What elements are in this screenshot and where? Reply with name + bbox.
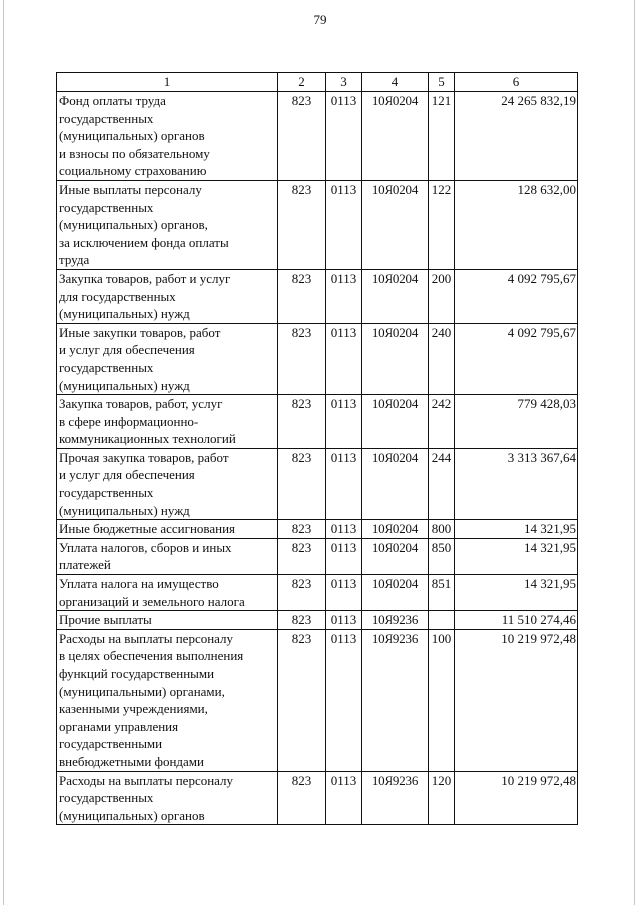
row-expense-type: 121 — [429, 92, 455, 181]
row-section-code: 0113 — [326, 771, 362, 825]
row-ministry-code: 823 — [278, 395, 326, 449]
row-target-code: 10Я0204 — [362, 448, 429, 519]
row-section-code: 0113 — [326, 92, 362, 181]
scan-edge-right — [634, 0, 635, 905]
table-row — [57, 629, 578, 771]
row-section-code: 0113 — [326, 538, 362, 574]
row-target-code: 10Я9236 — [362, 629, 429, 771]
row-name-line: коммуникационных технологий — [59, 431, 236, 447]
header-col-6: 6 — [455, 73, 578, 92]
row-ministry-code: 823 — [278, 180, 326, 269]
header-row — [57, 73, 578, 92]
table-row — [57, 180, 578, 269]
row-name-line: Закупка товаров, работ, услуг — [59, 396, 223, 412]
row-name-line: государственными — [59, 736, 163, 752]
row-ministry-code: 823 — [278, 323, 326, 394]
row-name-line: Иные выплаты персоналу — [59, 181, 202, 197]
row-amount: 10 219 972,48 — [455, 771, 578, 825]
row-name-line: государственных — [59, 199, 154, 215]
row-expense-type: 800 — [429, 520, 455, 539]
row-target-code: 10Я0204 — [362, 269, 429, 323]
row-name-line: труда — [59, 252, 90, 268]
row-ministry-code: 823 — [278, 611, 326, 630]
row-name-line: государственных — [59, 359, 154, 375]
row-section-code: 0113 — [326, 395, 362, 449]
row-name-cell — [57, 180, 278, 269]
row-name-line: и взносы по обязательному — [59, 145, 210, 161]
row-amount: 24 265 832,19 — [455, 92, 578, 181]
row-target-code: 10Я0204 — [362, 323, 429, 394]
row-name-cell — [57, 520, 278, 539]
table-row — [57, 520, 578, 539]
scan-edge-left — [3, 0, 4, 905]
row-name-line: государственных — [59, 110, 154, 126]
row-name-line: в сфере информационно- — [59, 413, 199, 429]
row-expense-type: 244 — [429, 448, 455, 519]
table-row — [57, 92, 578, 181]
row-target-code: 10Я0204 — [362, 180, 429, 269]
row-expense-type: 200 — [429, 269, 455, 323]
table-row — [57, 395, 578, 449]
row-target-code: 10Я9236 — [362, 771, 429, 825]
row-section-code: 0113 — [326, 180, 362, 269]
row-section-code: 0113 — [326, 575, 362, 611]
row-name-line: организаций и земельного налога — [59, 593, 245, 609]
row-amount: 10 219 972,48 — [455, 629, 578, 771]
row-ministry-code: 823 — [278, 538, 326, 574]
row-target-code: 10Я9236 — [362, 611, 429, 630]
row-name-line: Фонд оплаты труда — [59, 93, 166, 108]
row-name-line: Расходы на выплаты персоналу — [59, 630, 234, 646]
row-name-line: и услуг для обеспечения — [59, 342, 195, 358]
row-expense-type: 850 — [429, 538, 455, 574]
table-body — [57, 92, 578, 825]
row-section-code: 0113 — [326, 269, 362, 323]
row-name-line: функций государственными — [59, 666, 215, 681]
row-name-cell — [57, 611, 278, 630]
row-amount: 779 428,03 — [455, 395, 578, 449]
row-expense-type: 120 — [429, 771, 455, 825]
row-name-line: социальному страхованию — [59, 163, 207, 179]
page-number: 79 — [313, 12, 327, 27]
row-amount: 14 321,95 — [455, 575, 578, 611]
table-header — [57, 73, 578, 92]
row-name-cell — [57, 395, 278, 449]
row-ministry-code: 823 — [278, 520, 326, 539]
row-amount: 14 321,95 — [455, 520, 578, 539]
row-target-code: 10Я0204 — [362, 538, 429, 574]
row-name-cell — [57, 323, 278, 394]
row-name-cell — [57, 269, 278, 323]
row-name-line: Иные бюджетные ассигнования — [59, 521, 236, 537]
row-name-cell — [57, 575, 278, 611]
row-name-line: государственных — [59, 790, 154, 806]
table-row — [57, 575, 578, 611]
row-expense-type: 240 — [429, 323, 455, 394]
row-name-line: и услуг для обеспечения — [59, 467, 195, 483]
row-amount: 11 510 274,46 — [455, 611, 578, 630]
row-ministry-code: 823 — [278, 92, 326, 181]
row-name-line: Закупка товаров, работ и услуг — [59, 270, 231, 286]
table-row — [57, 538, 578, 574]
row-name-line: (муниципальными) органами, — [59, 683, 225, 699]
row-ministry-code: 823 — [278, 269, 326, 323]
row-name-cell — [57, 92, 278, 181]
row-section-code: 0113 — [326, 611, 362, 630]
row-name-cell — [57, 771, 278, 825]
header-col-1: 1 — [57, 73, 278, 92]
row-target-code: 10Я0204 — [362, 395, 429, 449]
row-name-line: Уплата налога на имущество — [59, 576, 219, 592]
row-name-line: (муниципальных) органов — [59, 128, 205, 144]
row-name-cell — [57, 448, 278, 519]
row-amount: 4 092 795,67 — [455, 323, 578, 394]
row-expense-type: 100 — [429, 629, 455, 771]
row-section-code: 0113 — [326, 323, 362, 394]
row-name-line: (муниципальных) нужд — [59, 502, 190, 518]
header-col-4: 4 — [362, 73, 429, 92]
row-amount: 14 321,95 — [455, 538, 578, 574]
row-expense-type: 122 — [429, 180, 455, 269]
header-col-3: 3 — [326, 73, 362, 92]
row-amount: 4 092 795,67 — [455, 269, 578, 323]
row-expense-type — [429, 611, 455, 630]
table-row — [57, 448, 578, 519]
header-col-2: 2 — [278, 73, 326, 92]
table-row — [57, 323, 578, 394]
row-ministry-code: 823 — [278, 629, 326, 771]
row-section-code: 0113 — [326, 629, 362, 771]
row-name-line: Прочая закупка товаров, работ — [59, 449, 229, 465]
row-amount: 128 632,00 — [455, 180, 578, 269]
row-name-line: государственных — [59, 485, 154, 501]
row-amount: 3 313 367,64 — [455, 448, 578, 519]
row-name-line: для государственных — [59, 288, 176, 304]
row-name-line: платежей — [59, 557, 111, 573]
row-expense-type: 242 — [429, 395, 455, 449]
row-name-cell — [57, 629, 278, 771]
row-ministry-code: 823 — [278, 448, 326, 519]
row-target-code: 10Я0204 — [362, 520, 429, 539]
table-row — [57, 611, 578, 630]
row-name-line: органами управления — [59, 718, 179, 734]
row-target-code: 10Я0204 — [362, 92, 429, 181]
row-name-line: Уплата налогов, сборов и иных — [59, 539, 232, 555]
row-section-code: 0113 — [326, 520, 362, 539]
table-row — [57, 771, 578, 825]
row-name-line: Прочие выплаты — [59, 612, 152, 628]
row-ministry-code: 823 — [278, 771, 326, 825]
row-name-line: (муниципальных) нужд — [59, 377, 190, 393]
row-name-line: Расходы на выплаты персоналу — [59, 772, 234, 788]
row-name-line: в целях обеспечения выполнения — [59, 648, 244, 664]
row-name-line: (муниципальных) нужд — [59, 306, 190, 322]
row-ministry-code: 823 — [278, 575, 326, 611]
row-name-line: внебюджетными фондами — [59, 753, 204, 769]
budget-table — [56, 72, 578, 825]
row-target-code: 10Я0204 — [362, 575, 429, 611]
row-name-line: казенными учреждениями, — [59, 701, 208, 717]
row-name-line: Иные закупки товаров, работ — [59, 324, 221, 340]
row-expense-type: 851 — [429, 575, 455, 611]
row-name-cell — [57, 538, 278, 574]
row-name-line: (муниципальных) органов — [59, 807, 205, 823]
table-row — [57, 269, 578, 323]
row-name-line: (муниципальных) органов, — [59, 217, 208, 233]
header-col-5: 5 — [429, 73, 455, 92]
row-name-line: за исключением фонда оплаты — [59, 234, 229, 250]
row-section-code: 0113 — [326, 448, 362, 519]
